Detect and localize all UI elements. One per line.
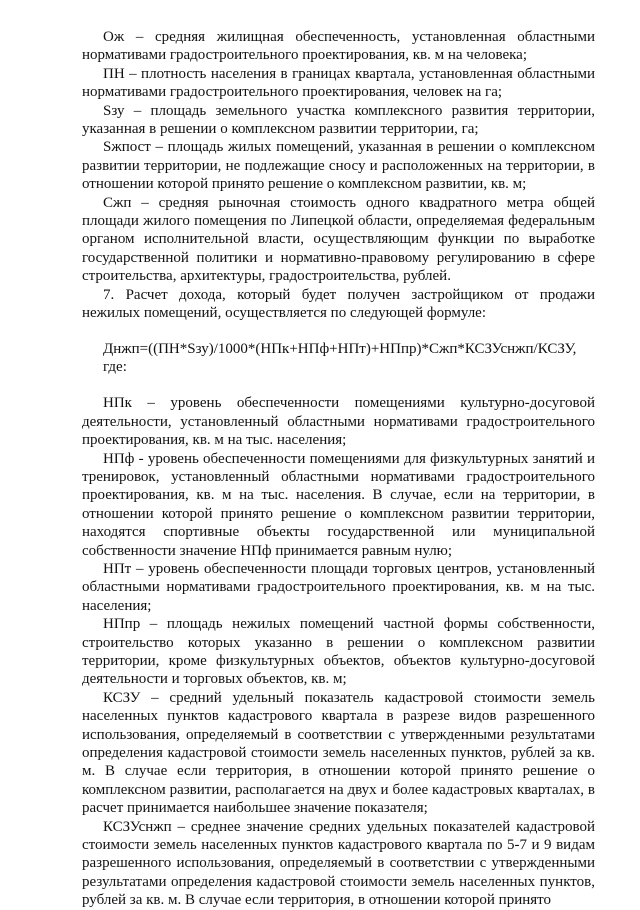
definition-szhpost: Sжпост – площадь жилых помещений, указанная в решении о комплексном развитии территории, не подлежащие сносу и расположенных на территории, в отношении которой принято решение о комплексном развитии, кв. м;	[82, 139, 595, 193]
income-formula: Днжп=((ПН*Sзу)/1000*(НПк+НПф+НПт)+НПпр)*Сжп*КСЗУснжп/КСЗУ,	[103, 340, 577, 357]
definition-szu: Sзу – площадь земельного участка комплексного развития территории, указанная в решении о комплексном развитии территории, га;	[82, 102, 595, 138]
definition-npk: НПк – уровень обеспеченности помещениями культурно-досуговой деятельности, установленный областными нормативами градостроительного проектирования, кв. м на тыс. населения;	[82, 395, 595, 449]
where-label: где:	[103, 358, 127, 375]
definition-ozh: Ож – средняя жилищная обеспеченность, установленная областными нормативами градостроительного проектирования, кв. м на человека;	[82, 29, 595, 64]
definition-npt: НПт – уровень обеспеченности площади торговых центров, установленный областными нормативами градостроительного проектирования, кв. м на тыс. населения;	[82, 560, 595, 614]
definition-pn: ПН – плотность населения в границах квартала, установленная областными нормативами градостроительного проектирования, человек на га;	[82, 65, 595, 101]
definition-kszusnzhp: КСЗУснжп – среднее значение средних удельных показателей кадастровой стоимости земель населенных пунктов кадастрового квартала по 5-7 и 9 видам разрешенного использования, определяемый в соответствии с утвержденными результатами определения кадастровой стоимости земель населенных пунктов, рублей за кв. м. В случае если территория, в отношении которой принято	[82, 818, 595, 909]
section-7-intro: 7. Расчет дохода, который будет получен застройщиком от продажи нежилых помещений, осуществляется по следующей формуле:	[82, 286, 595, 322]
document-page	[82, 28, 595, 910]
definition-szhp: Сжп – средняя рыночная стоимость одного квадратного метра общей площади жилого помещения по Липецкой области, определяемая федеральным органом исполнительной власти, осуществляющим функции по выработке государственной политики и нормативно-правовому регулированию в сфере строительства, архитектуры, градостроительства, рублей.	[82, 194, 595, 285]
definition-kszu: КСЗУ – средний удельный показатель кадастровой стоимости земель населенных пунктов кадастрового квартала в разрезе видов разрешенного использования, определяемый в соответствии с утвержденными результатами определения кадастровой стоимости земель населенных пунктов, рублей за кв. м. В случае если территория, в отношении которой принято решение о комплексном развитии, располагается на двух и более кадастровых кварталах, в расчет принимается наибольшее значение показателя;	[82, 689, 595, 817]
definition-nppr: НПпр – площадь нежилых помещений частной формы собственности, строительство которых указанно в решении о комплексном развитии территории, кроме физкультурных объектов, объектов культурно-досуговой деятельности и торговых объектов, кв. м;	[82, 616, 595, 688]
definition-npf: НПф - уровень обеспеченности помещениями для физкультурных занятий и тренировок, установленный областными нормативами градостроительного проектирования, кв. м на тыс. населения. В случае, если на территории, в отношении которой принято решение о комплексном развитии территории, находятся спортивные объекты государственной или муниципальной собственности значение НПф принимается равным нулю;	[82, 450, 595, 559]
